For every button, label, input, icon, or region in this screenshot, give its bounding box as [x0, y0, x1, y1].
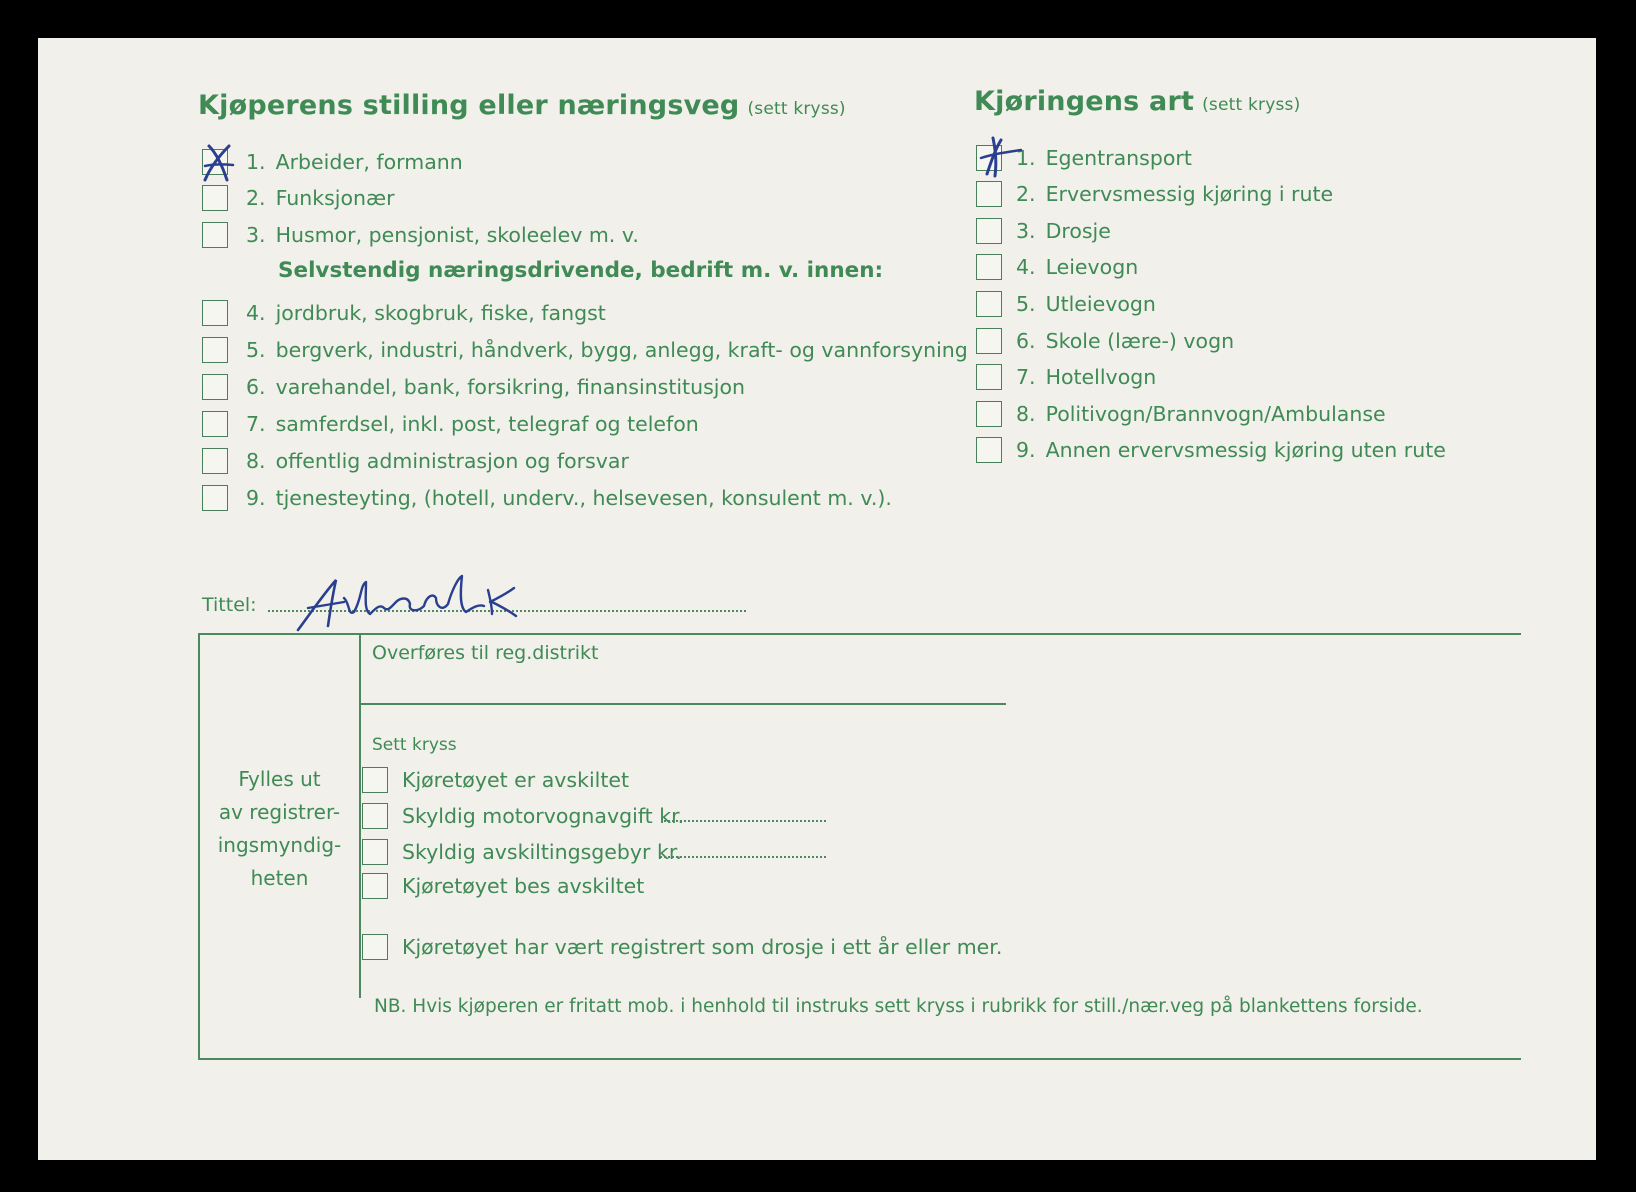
side-label-line: ingsmyndig- — [217, 833, 342, 857]
occupation-option-8[interactable] — [202, 445, 629, 477]
tittel-label: Tittel: — [202, 594, 257, 616]
checkbox[interactable] — [362, 767, 388, 793]
option-number: 8. — [1016, 402, 1036, 426]
checkbox[interactable] — [202, 374, 228, 400]
checkbox[interactable] — [202, 222, 228, 248]
checkbox[interactable] — [202, 448, 228, 474]
option-number: 6. — [246, 375, 266, 399]
option-number: 4. — [1016, 255, 1036, 279]
checkbox[interactable] — [976, 328, 1002, 354]
driving-option-1[interactable] — [976, 142, 1192, 174]
option-number: 7. — [246, 412, 266, 436]
check-label: Kjøretøyet er avskiltet — [402, 768, 630, 792]
buyer-occupation-hint: (sett kryss) — [747, 99, 846, 119]
side-label-line: Fylles ut — [238, 767, 321, 791]
driving-option-5[interactable] — [976, 288, 1156, 320]
option-number: 5. — [246, 338, 266, 362]
transfer-label: Overføres til reg.distrikt — [372, 642, 599, 664]
registry-divider — [359, 633, 361, 998]
option-number: 2. — [246, 186, 266, 210]
occupation-option-1[interactable] — [202, 146, 463, 178]
registry-check-4[interactable] — [362, 870, 644, 902]
checkbox[interactable] — [202, 185, 228, 211]
driving-option-3[interactable] — [976, 215, 1111, 247]
checkbox[interactable] — [202, 485, 228, 511]
occupation-option-4[interactable] — [202, 297, 606, 329]
option-number: 4. — [246, 301, 266, 325]
transfer-underline — [359, 703, 1006, 705]
checkbox[interactable] — [362, 873, 388, 899]
option-number: 7. — [1016, 365, 1036, 389]
option-label: Hotellvogn — [1045, 365, 1157, 389]
occupation-option-7[interactable] — [202, 408, 699, 440]
option-label: jordbruk, skogbruk, fiske, fangst — [275, 301, 606, 325]
checkbox[interactable] — [362, 934, 388, 960]
driving-option-6[interactable] — [976, 325, 1234, 357]
registry-bottom-border — [198, 1058, 1521, 1060]
option-label: samferdsel, inkl. post, telegraf og telefon — [275, 412, 699, 436]
handwritten-check-icon — [975, 134, 1027, 178]
checkbox[interactable] — [976, 437, 1002, 463]
driving-option-8[interactable] — [976, 398, 1386, 430]
checkbox[interactable] — [202, 149, 228, 175]
checkbox[interactable] — [362, 803, 388, 829]
driving-option-7[interactable] — [976, 361, 1156, 393]
option-label: Drosje — [1045, 219, 1111, 243]
checkbox[interactable] — [976, 364, 1002, 390]
occupation-option-6[interactable] — [202, 371, 745, 403]
registry-side-label — [200, 763, 359, 895]
handwritten-title-signature — [292, 568, 522, 638]
option-label: bergverk, industri, håndverk, bygg, anlegg, kraft- og vannforsyning — [275, 338, 968, 362]
registry-check-3[interactable] — [362, 836, 682, 868]
option-number: 8. — [246, 449, 266, 473]
option-label: varehandel, bank, forsikring, finansinstitusjon — [275, 375, 746, 399]
checkbox[interactable] — [976, 145, 1002, 171]
nb-note: NB. Hvis kjøperen er fritatt mob. i henhold til instruks sett kryss i rubrikk for still./nær.veg på blankettens forside. — [374, 996, 1423, 1017]
driving-type-heading-text: Kjøringens art — [974, 86, 1195, 117]
option-label: Funksjonær — [275, 186, 395, 210]
occupation-option-2[interactable] — [202, 182, 395, 214]
registry-check-1[interactable] — [362, 764, 629, 796]
driving-type-hint: (sett kryss) — [1202, 95, 1301, 115]
occupation-option-3[interactable] — [202, 219, 639, 251]
checkbox[interactable] — [202, 411, 228, 437]
option-label: offentlig administrasjon og forsvar — [275, 449, 629, 473]
checkbox[interactable] — [976, 254, 1002, 280]
check-label: Kjøretøyet har vært registrert som drosje i ett år eller mer. — [402, 935, 1003, 959]
option-label: Politivogn/Brannvogn/Ambulanse — [1045, 402, 1386, 426]
side-label-line: av registrer- — [218, 800, 341, 824]
option-label: Leievogn — [1045, 255, 1139, 279]
check-label: Skyldig avskiltingsgebyr kr. — [402, 840, 682, 864]
option-number: 2. — [1016, 182, 1036, 206]
form-sheet — [38, 38, 1596, 1160]
registry-check-5[interactable] — [362, 931, 1002, 963]
option-label: tjenesteyting, (hotell, underv., helsevesen, konsulent m. v.). — [275, 486, 892, 510]
driving-option-4[interactable] — [976, 251, 1138, 283]
occupation-option-9[interactable] — [202, 482, 892, 514]
option-label: Husmor, pensjonist, skoleelev m. v. — [275, 223, 639, 247]
checkbox[interactable] — [202, 300, 228, 326]
motor-tax-amount-line[interactable] — [664, 820, 826, 822]
option-number: 5. — [1016, 292, 1036, 316]
option-number: 6. — [1016, 329, 1036, 353]
plate-fee-amount-line[interactable] — [660, 856, 826, 858]
driving-type-heading — [974, 86, 1300, 117]
checkbox[interactable] — [976, 181, 1002, 207]
option-number: 1. — [1016, 146, 1036, 170]
option-label: Ervervsmessig kjøring i rute — [1045, 182, 1334, 206]
check-label: Kjøretøyet bes avskiltet — [402, 874, 645, 898]
option-label: Skole (lære-) vogn — [1045, 329, 1235, 353]
check-label: Skyldig motorvognavgift kr. — [402, 804, 685, 828]
option-number: 3. — [1016, 219, 1036, 243]
handwritten-check-icon — [199, 140, 239, 184]
check-hint: Sett kryss — [372, 735, 457, 755]
side-label-line: heten — [250, 866, 309, 890]
tittel-field[interactable] — [292, 568, 522, 638]
option-label: Utleievogn — [1045, 292, 1156, 316]
registry-check-2[interactable] — [362, 800, 684, 832]
registry-top-border — [198, 633, 1521, 635]
option-number: 9. — [1016, 438, 1036, 462]
option-number: 3. — [246, 223, 266, 247]
option-label: Egentransport — [1045, 146, 1192, 170]
occupation-option-5[interactable] — [202, 334, 968, 366]
option-label: Arbeider, formann — [275, 150, 463, 174]
option-number: 1. — [246, 150, 266, 174]
self-employed-subheading: Selvstendig næringsdrivende, bedrift m. v. innen: — [278, 258, 884, 283]
checkbox[interactable] — [976, 401, 1002, 427]
checkbox[interactable] — [976, 218, 1002, 244]
buyer-occupation-heading — [198, 90, 846, 121]
checkbox[interactable] — [202, 337, 228, 363]
driving-option-9[interactable] — [976, 434, 1446, 466]
option-label: Annen ervervsmessig kjøring uten rute — [1045, 438, 1446, 462]
driving-option-2[interactable] — [976, 178, 1333, 210]
buyer-occupation-heading-text: Kjøperens stilling eller næringsveg — [198, 90, 740, 121]
checkbox[interactable] — [976, 291, 1002, 317]
option-number: 9. — [246, 486, 266, 510]
checkbox[interactable] — [362, 839, 388, 865]
